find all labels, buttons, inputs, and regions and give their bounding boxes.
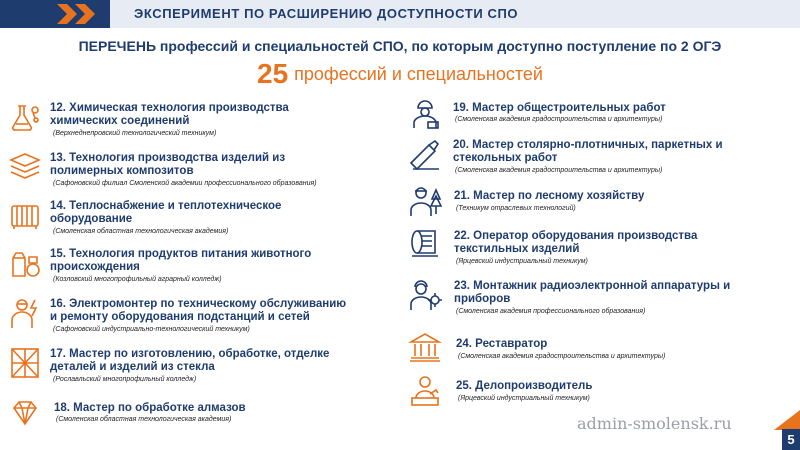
list-item-22 <box>408 226 788 270</box>
item-title-line1: 19. Мастер общестроительных работ <box>453 102 666 114</box>
item-org: (Сафоновский индустриально-технологический техникум) <box>53 326 250 333</box>
list-item-20 <box>408 137 788 181</box>
dairy-products-icon <box>8 246 42 280</box>
item-org: (Ярцевский индустриальный техникум) <box>458 395 590 402</box>
builder-icon <box>408 98 442 132</box>
item-org: (Ярцевский индустриальный техникум) <box>456 258 588 265</box>
list-item-24 <box>408 330 788 368</box>
count-number: 25 <box>257 58 289 89</box>
composite-layers-icon <box>8 150 42 184</box>
list-item-15 <box>8 246 388 288</box>
item-title-line2: оборудование <box>50 213 133 225</box>
page-corner-accent <box>774 410 800 430</box>
item-title-line1: 23. Монтажник радиоэлектронной аппаратуры и <box>454 280 731 292</box>
glass-window-icon <box>8 346 42 380</box>
item-title-line2: приборов <box>454 293 511 305</box>
header-bar <box>0 0 800 28</box>
list-item-21 <box>408 184 788 222</box>
item-title-line1: 13. Технология производства изделий из <box>50 152 286 164</box>
chevron-arrows-icon <box>55 2 103 26</box>
header-title: ЭКСПЕРИМЕНТ ПО РАСШИРЕНИЮ ДОСТУПНОСТИ СПО <box>134 6 519 21</box>
item-title-line1: 17. Мастер по изготовлению, обработке, отделке <box>50 348 330 360</box>
item-org: (Смоленская академия профессионального образования) <box>456 308 646 315</box>
item-title-line1: 21. Мастер по лесному хозяйству <box>454 190 645 202</box>
engineer-gear-icon <box>408 278 442 312</box>
list-item-23 <box>408 278 788 322</box>
list-item-18 <box>8 396 388 438</box>
item-title-line1: 24. Реставратор <box>456 338 548 350</box>
item-org: (Рославльский многопрофильный колледж) <box>53 376 197 383</box>
list-item-13 <box>8 150 388 192</box>
item-org: (Смоленская областная технологическая академия) <box>56 416 232 423</box>
item-title-line1: 16. Электромонтер по техническому обслуживанию <box>50 298 347 310</box>
item-title-line2: происхождения <box>50 261 140 273</box>
item-org: (Смоленская академия градостроительства и архитектуры) <box>455 167 663 174</box>
watermark: admin-smolensk.ru <box>577 414 732 433</box>
item-org: (Техникум отраслевых технологий) <box>456 205 576 212</box>
item-org: (Смоленская академия градостроительства и архитектуры) <box>455 116 663 123</box>
item-title-line2: стекольных работ <box>453 152 558 164</box>
item-org: (Козловский многопрофильный аграрный колледж) <box>53 276 222 283</box>
item-title-line2: химических соединений <box>50 115 190 127</box>
item-title-line2: и ремонту оборудования подстанций и сетей <box>50 311 310 323</box>
forester-icon <box>408 184 442 218</box>
electrician-icon <box>8 296 42 330</box>
item-title-line1: 25. Делопроизводитель <box>456 380 593 392</box>
item-org: (Смоленская академия градостроительства и архитектуры) <box>458 353 666 360</box>
item-title-line1: 14. Теплоснабжение и теплотехническое <box>50 200 282 212</box>
item-org: (Смоленская областная технологическая академия) <box>53 228 229 235</box>
item-title-line1: 20. Мастер столярно-плотничных, паркетных и <box>453 139 723 151</box>
list-item-14 <box>8 198 388 240</box>
count-text: профессий и специальностей <box>294 63 543 84</box>
item-title-line2: полимерных композитов <box>50 165 194 177</box>
museum-building-icon <box>408 330 442 364</box>
item-title-line1: 15. Технология продуктов питания животного <box>50 248 312 260</box>
textile-roll-icon <box>408 226 442 260</box>
item-title-line1: 22. Оператор оборудования производства <box>454 230 698 242</box>
office-clerk-icon <box>408 374 442 408</box>
page-number: 5 <box>782 429 800 450</box>
chemistry-flask-icon <box>8 100 42 134</box>
list-item-17 <box>8 346 388 388</box>
page-heading: ПЕРЕЧЕНЬ профессий и специальностей СПО, по которым доступно поступление по 2 ОГЭ <box>78 38 722 54</box>
item-org: (Сафоновский филиал Смоленской академии профессионального образования) <box>53 180 317 187</box>
list-item-16 <box>8 296 388 338</box>
radiator-icon <box>8 198 42 232</box>
list-item-19 <box>408 98 788 136</box>
item-title-line2: деталей и изделий из стекла <box>50 361 215 373</box>
diamond-icon <box>8 396 42 430</box>
item-title-line2: текстильных изделий <box>454 243 580 255</box>
list-item-12 <box>8 100 388 142</box>
item-title-line1: 12. Химическая технология производства <box>50 102 289 114</box>
list-item-25 <box>408 374 788 412</box>
item-org: (Верхнеднепровский технологический техникум) <box>53 130 217 137</box>
count-row <box>0 58 800 90</box>
carpentry-saw-icon <box>408 137 442 171</box>
item-title-line1: 18. Мастер по обработке алмазов <box>54 402 246 414</box>
